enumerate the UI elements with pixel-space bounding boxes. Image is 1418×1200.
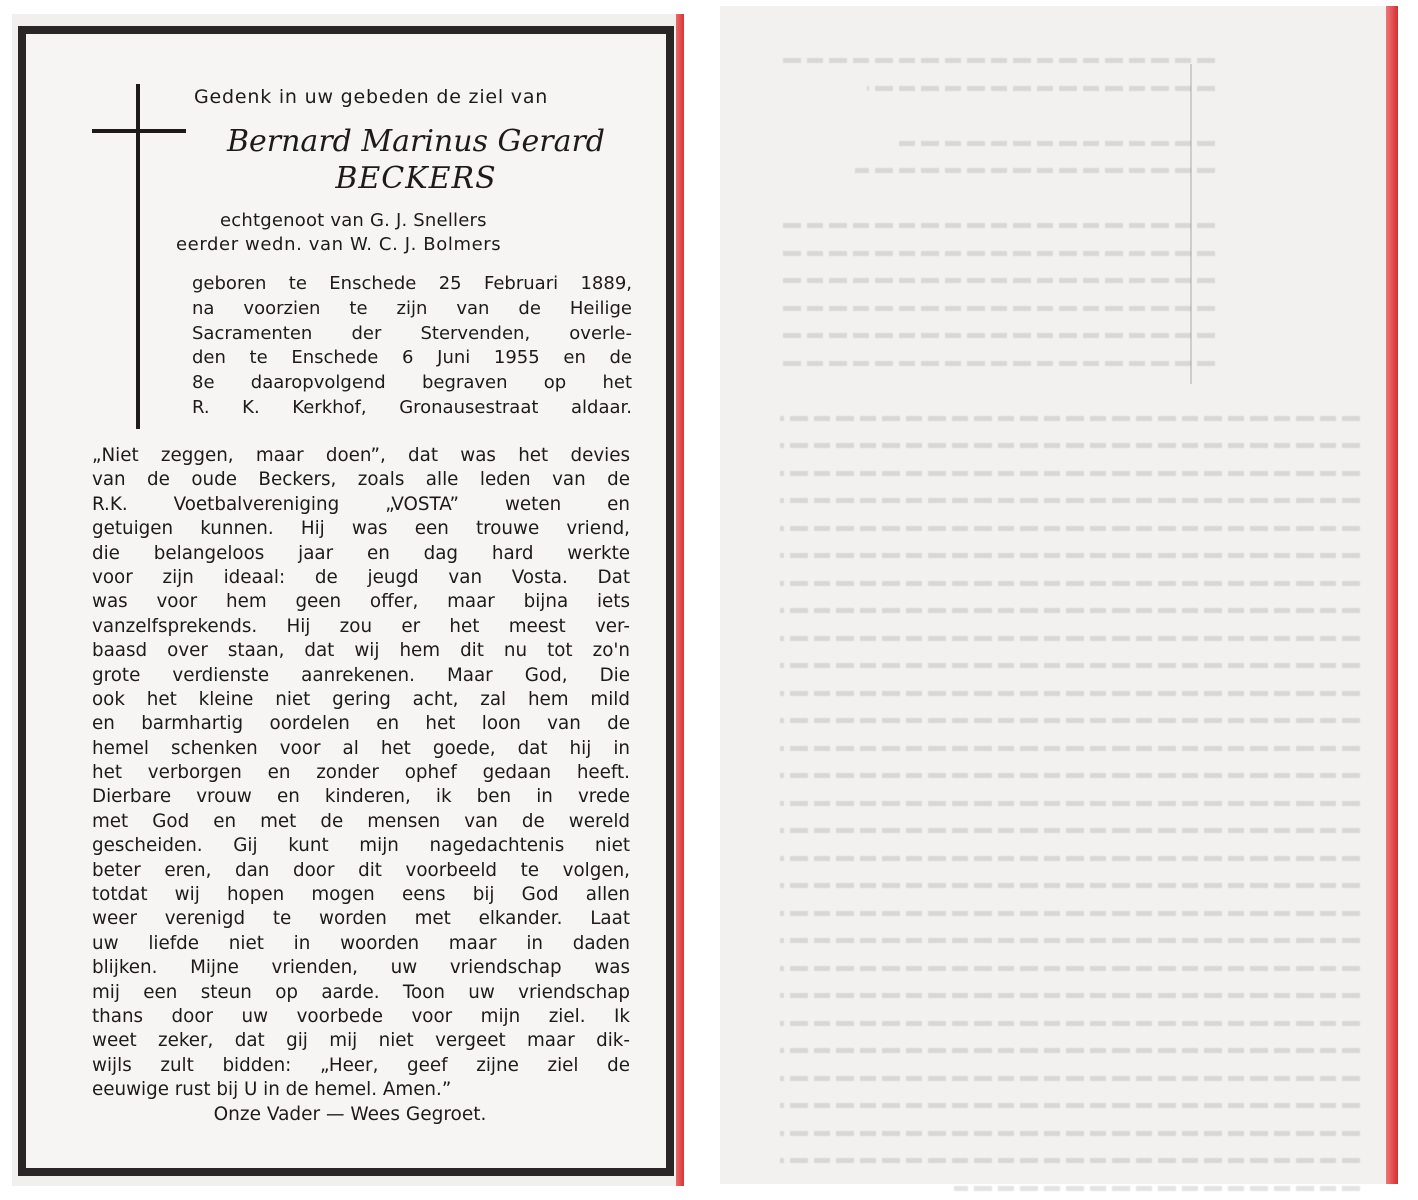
show-through-line	[780, 404, 1360, 432]
devotion-line: met God en met de mensen van de wereld	[92, 810, 630, 832]
biography-line: 8e daaropvolgend begraven op het	[192, 372, 632, 394]
deceased-surname: BECKERS	[335, 161, 497, 196]
devotion-line: gescheiden. Gij kunt mijn nagedachtenis niet	[92, 835, 630, 857]
show-through-line	[780, 844, 1360, 872]
devotion-line: weer verenigd te worden met elkander. Laat	[92, 908, 630, 930]
biography-line: R. K. Kerkhof, Gronausestraat aldaar.	[192, 396, 632, 418]
show-through-line	[780, 459, 1360, 487]
show-through-line	[780, 706, 1360, 734]
show-through-line	[780, 761, 1360, 789]
card-red-edge	[676, 14, 684, 1186]
biography-line: geboren te Enschede 25 Februari 1889,	[192, 273, 632, 294]
intro-line: Gedenk in uw gebeden de ziel van	[194, 86, 549, 108]
show-through-text	[780, 46, 1360, 1156]
spouse-line: echtgenoot van G. J. Snellers	[220, 210, 487, 231]
memorial-card-front	[12, 14, 684, 1186]
card-red-edge	[1386, 6, 1398, 1184]
show-through-line	[780, 1009, 1360, 1037]
devotion-line: voor zijn ideaal: de jeugd van Vosta. Dat	[92, 566, 630, 588]
show-through-line	[780, 596, 1360, 624]
show-through-line	[954, 1174, 1360, 1200]
biography-paragraph	[192, 272, 632, 421]
devotion-line: thans door uw voorbede voor mijn ziel. Ik	[92, 1005, 630, 1027]
show-through-line	[780, 926, 1360, 954]
devotion-line: was voor hem geen offer, maar bijna iets	[92, 591, 630, 613]
show-through-line	[896, 129, 1215, 157]
show-through-line	[780, 981, 1360, 1009]
show-through-line	[780, 431, 1360, 459]
show-through-line	[780, 871, 1360, 899]
show-through-line	[780, 1146, 1360, 1174]
show-through-line	[780, 954, 1360, 982]
show-through-line	[867, 74, 1215, 102]
devotion-line: blijken. Mijne vrienden, uw vriendschap was	[92, 957, 630, 979]
show-through-line	[780, 1036, 1360, 1064]
devotion-line: en barmhartig oordelen en het loon van de	[92, 713, 630, 735]
devotion-line: grote verdienste aanrekenen. Maar God, Die	[92, 664, 630, 686]
devotion-paragraph	[92, 444, 630, 1103]
show-through-line	[780, 294, 1215, 322]
devotion-line: het verborgen en zonder ophef gedaan heeft.	[92, 762, 630, 784]
show-through-line	[780, 651, 1360, 679]
show-through-line	[780, 1119, 1360, 1147]
devotion-line: getuigen kunnen. Hij was een trouwe vriend,	[92, 518, 630, 540]
devotion-line: baasd over staan, dat wij hem dit nu tot zo'n	[92, 640, 630, 662]
deceased-given-names: Bernard Marinus Gerard	[226, 124, 606, 159]
devotion-line: hemel schenken voor al het goede, dat hij in	[92, 737, 630, 759]
devotion-line: van de oude Beckers, zoals alle leden van de	[92, 469, 630, 491]
show-through-line	[780, 239, 1215, 267]
devotion-line: mij een steun op aarde. Toon uw vriendschap	[92, 981, 630, 1003]
show-through-line	[780, 321, 1215, 349]
devotion-line: uw liefde niet in woorden maar in daden	[92, 932, 630, 954]
devotion-line: ook het kleine niet gering acht, zal hem mild	[92, 688, 630, 710]
former-spouse-line: eerder wedn. van W. C. J. Bolmers	[176, 234, 502, 255]
show-through-line	[855, 156, 1215, 184]
mourning-border	[18, 26, 674, 1176]
devotion-line: „Niet zeggen, maar doen”, dat was het devies	[92, 445, 630, 466]
show-through-line	[780, 1064, 1360, 1092]
devotion-line: totdat wij hopen mogen eens bij God allen	[92, 884, 630, 906]
show-through-line	[780, 789, 1360, 817]
show-through-line	[780, 816, 1360, 844]
devotion-line: weet zeker, dat gij mij niet vergeet maar dik-	[92, 1030, 630, 1052]
devotion-line: beter eren, dan door dit voorbeeld te volgen,	[92, 859, 630, 881]
show-through-line	[780, 486, 1360, 514]
biography-line: na voorzien te zijn van de Heilige	[192, 297, 632, 319]
show-through-line	[780, 211, 1215, 239]
show-through-line	[780, 679, 1360, 707]
devotion-line: R.K. Voetbalvereniging „VOSTA” weten en	[92, 493, 630, 515]
show-through-line	[780, 899, 1360, 927]
show-through-line	[780, 349, 1215, 377]
show-through-line	[780, 514, 1360, 542]
devotion-line: die belangeloos jaar en dag hard werkte	[92, 542, 630, 564]
closing-prayer: Onze Vader — Wees Gegroet.	[213, 1104, 487, 1125]
show-through-line	[780, 734, 1360, 762]
devotion-line: vanzelfsprekends. Hij zou er het meest ver-	[92, 615, 630, 637]
show-through-line	[780, 624, 1360, 652]
show-through-line	[780, 541, 1360, 569]
biography-line: den te Enschede 6 Juni 1955 en de	[192, 347, 632, 369]
devotion-line: eeuwige rust bij U in de hemel. Amen.”	[92, 1079, 452, 1101]
devotion-line: Dierbare vrouw en kinderen, ik ben in vrede	[92, 786, 630, 808]
devotion-line: wijls zult bidden: „Heer, geef zijne ziel de	[92, 1054, 630, 1076]
show-through-line	[780, 46, 1215, 74]
show-through-line	[780, 1091, 1360, 1119]
biography-line: Sacramenten der Stervenden, overle-	[192, 322, 632, 344]
memorial-card-back	[720, 6, 1398, 1184]
show-through-line	[780, 266, 1215, 294]
show-through-line	[780, 569, 1360, 597]
